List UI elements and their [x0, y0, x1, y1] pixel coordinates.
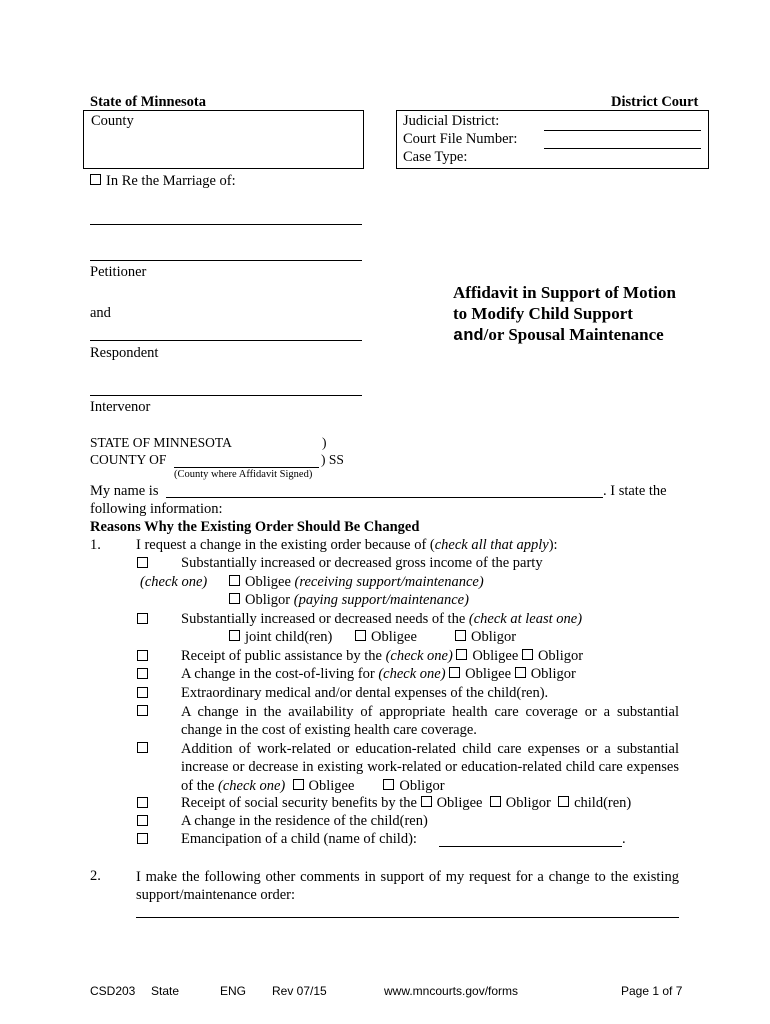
child-care-text: Addition of work-related or education-related child care expenses or a substantial increase or decrease in existing work-related or education-related child care expenses of the — [181, 741, 679, 794]
cost-living-obligor-label: Obligor — [530, 666, 576, 682]
cost-living-italic: (check one) — [378, 666, 446, 682]
income-label: Substantially increased or decreased gross income of the party — [181, 555, 543, 571]
child-care-obligee-label: Obligee — [308, 777, 355, 794]
income-checkbox[interactable] — [137, 557, 148, 568]
health-care-option[interactable] — [137, 704, 153, 721]
marriage-label: In Re the Marriage of: — [106, 173, 236, 189]
check-one-label: (check one) — [140, 574, 208, 590]
public-assist-label — [181, 648, 583, 665]
emancipation-checkbox[interactable] — [137, 833, 148, 844]
cost-living-option[interactable] — [137, 667, 153, 684]
intervenor-name-line[interactable] — [90, 395, 362, 396]
court-file-number-label: Court File Number: — [403, 131, 518, 147]
receiving-note: (receiving support/maintenance) — [294, 574, 484, 590]
venue-county-field[interactable] — [174, 467, 319, 468]
cost-living-obligee-label: Obligee — [465, 666, 512, 682]
request-end: ): — [548, 537, 558, 553]
emancipation-label: Emancipation of a child (name of child): — [181, 831, 417, 847]
needs-option[interactable] — [137, 612, 153, 629]
item-1-text — [136, 537, 558, 554]
cost-living-obligee-checkbox[interactable] — [449, 667, 460, 678]
respondent-label: Respondent — [90, 345, 159, 361]
residence-option[interactable] — [137, 814, 153, 831]
case-info-box — [396, 110, 709, 169]
needs-obligee-checkbox[interactable] — [355, 630, 366, 641]
health-care-checkbox[interactable] — [137, 705, 148, 716]
social-security-children-checkbox[interactable] — [558, 796, 569, 807]
document-title — [453, 282, 676, 347]
state-heading: State of Minnesota — [90, 94, 206, 110]
comments-field[interactable] — [136, 917, 679, 918]
needs-joint-checkbox[interactable] — [229, 630, 240, 641]
emancipation-period: . — [622, 831, 626, 847]
cost-living-text: A change in the cost-of-living for — [181, 666, 379, 682]
residence-label: A change in the residence of the child(ren) — [181, 813, 428, 829]
title-line-3-rest: /or Spousal Maintenance — [483, 325, 664, 344]
income-obligor-option[interactable] — [229, 592, 469, 609]
needs-obligor-option[interactable] — [455, 629, 516, 646]
income-obligee-option[interactable] — [229, 574, 484, 591]
request-italic: check all that apply — [434, 537, 549, 553]
cost-living-obligor-checkbox[interactable] — [515, 667, 526, 678]
social-security-obligee-checkbox[interactable] — [421, 796, 432, 807]
petitioner-name-line-2[interactable] — [90, 260, 362, 261]
social-security-obligor-checkbox[interactable] — [490, 796, 501, 807]
title-and: and — [453, 327, 484, 346]
social-security-label — [181, 795, 631, 812]
public-assist-obligee-label: Obligee — [472, 648, 519, 664]
public-assist-option[interactable] — [137, 649, 153, 666]
public-assist-obligee-checkbox[interactable] — [456, 649, 467, 660]
needs-obligee-label: Obligee — [371, 629, 417, 645]
extraordinary-checkbox[interactable] — [137, 687, 148, 698]
extraordinary-label: Extraordinary medical and/or dental expenses of the child(ren). — [181, 685, 549, 701]
comments-text: I make the following other comments in support of my request for a change to the existing support/maintenance order: — [136, 869, 679, 904]
judicial-district-field[interactable] — [544, 130, 701, 131]
title-line-1: Affidavit in Support of Motion — [453, 283, 676, 302]
venue-county: COUNTY OF — [90, 452, 167, 467]
and-label: and — [90, 305, 111, 321]
footer-lang: ENG — [220, 984, 247, 998]
following-label: following information: — [90, 501, 223, 517]
cost-living-label — [181, 666, 576, 683]
needs-joint-label: joint child(ren) — [245, 629, 333, 645]
child-care-obligor-checkbox[interactable] — [383, 779, 394, 790]
child-care-italic: (check one) — [218, 777, 286, 794]
needs-text: Substantially increased or decreased needs of the — [181, 611, 469, 627]
title-line-3 — [453, 324, 676, 347]
item-2-number: 2. — [90, 868, 101, 884]
income-obligee-label: Obligee — [245, 574, 291, 590]
court-file-number-field[interactable] — [544, 148, 701, 149]
intervenor-label: Intervenor — [90, 399, 151, 415]
public-assist-obligor-checkbox[interactable] — [522, 649, 533, 660]
needs-obligor-checkbox[interactable] — [455, 630, 466, 641]
income-obligee-checkbox[interactable] — [229, 575, 240, 586]
state-the-label: . I state the — [603, 483, 667, 499]
residence-checkbox[interactable] — [137, 815, 148, 826]
footer-rev: Rev 07/15 — [272, 984, 327, 998]
income-obligor-label: Obligor — [245, 592, 291, 608]
income-option[interactable] — [137, 556, 153, 573]
court-heading: District Court — [611, 94, 699, 110]
county-label: County — [91, 113, 134, 129]
child-care-option[interactable] — [137, 741, 153, 758]
needs-checkbox[interactable] — [137, 613, 148, 624]
petitioner-name-line[interactable] — [90, 224, 362, 225]
footer-state: State — [151, 984, 180, 998]
item-1-number: 1. — [90, 537, 101, 553]
petitioner-label: Petitioner — [90, 264, 147, 280]
venue-state: STATE OF MINNESOTA — [90, 435, 232, 450]
venue-note: (County where Affidavit Signed) — [174, 469, 313, 480]
child-care-obligee-checkbox[interactable] — [293, 779, 304, 790]
social-security-checkbox[interactable] — [137, 797, 148, 808]
social-security-text: Receipt of social security benefits by the — [181, 795, 417, 811]
social-security-obligor-label: Obligor — [505, 795, 551, 811]
extraordinary-option[interactable] — [137, 686, 153, 703]
title-line-2: to Modify Child Support — [453, 304, 633, 323]
marriage-option[interactable] — [90, 173, 236, 190]
county-box[interactable] — [83, 110, 364, 169]
needs-label — [181, 611, 582, 628]
child-care-obligor-label: Obligor — [399, 777, 445, 794]
needs-joint-option[interactable] — [229, 629, 332, 646]
public-assist-italic: (check one) — [385, 648, 453, 664]
public-assist-obligor-label: Obligor — [537, 648, 584, 664]
income-obligor-checkbox[interactable] — [229, 593, 240, 604]
child-care-checkbox[interactable] — [137, 742, 148, 753]
venue-paren: ) — [322, 435, 327, 450]
my-name-field[interactable] — [166, 497, 603, 498]
needs-obligee-option[interactable] — [355, 629, 417, 646]
judicial-district-label: Judicial District: — [403, 113, 500, 129]
public-assist-text: Receipt of public assistance by the — [181, 648, 386, 664]
request-text: I request a change in the existing order because of ( — [136, 537, 435, 553]
social-security-option[interactable] — [137, 796, 153, 813]
case-type-label: Case Type: — [403, 149, 468, 165]
reasons-heading: Reasons Why the Existing Order Should Be Changed — [90, 519, 420, 535]
social-security-obligee-label: Obligee — [436, 795, 483, 811]
needs-italic: (check at least one) — [468, 611, 583, 627]
venue-ss: ) SS — [321, 452, 344, 467]
footer-page: Page 1 of 7 — [621, 984, 683, 998]
needs-obligor-label: Obligor — [471, 629, 517, 645]
social-security-children-label: child(ren) — [574, 795, 632, 811]
my-name-label: My name is — [90, 483, 159, 499]
paying-note: (paying support/maintenance) — [293, 592, 469, 608]
health-care-label: A change in the availability of appropriate health care coverage or a substantial change in the cost of existing health care coverage. — [181, 704, 679, 739]
emancipation-option[interactable] — [137, 832, 153, 849]
respondent-name-line[interactable] — [90, 340, 362, 341]
footer-url[interactable]: www.mncourts.gov/forms — [384, 984, 519, 998]
marriage-checkbox[interactable] — [90, 174, 101, 185]
public-assist-checkbox[interactable] — [137, 650, 148, 661]
emancipation-name-field[interactable] — [439, 846, 622, 847]
footer-form: CSD203 — [90, 984, 136, 998]
cost-living-checkbox[interactable] — [137, 668, 148, 679]
child-care-label — [181, 740, 679, 795]
